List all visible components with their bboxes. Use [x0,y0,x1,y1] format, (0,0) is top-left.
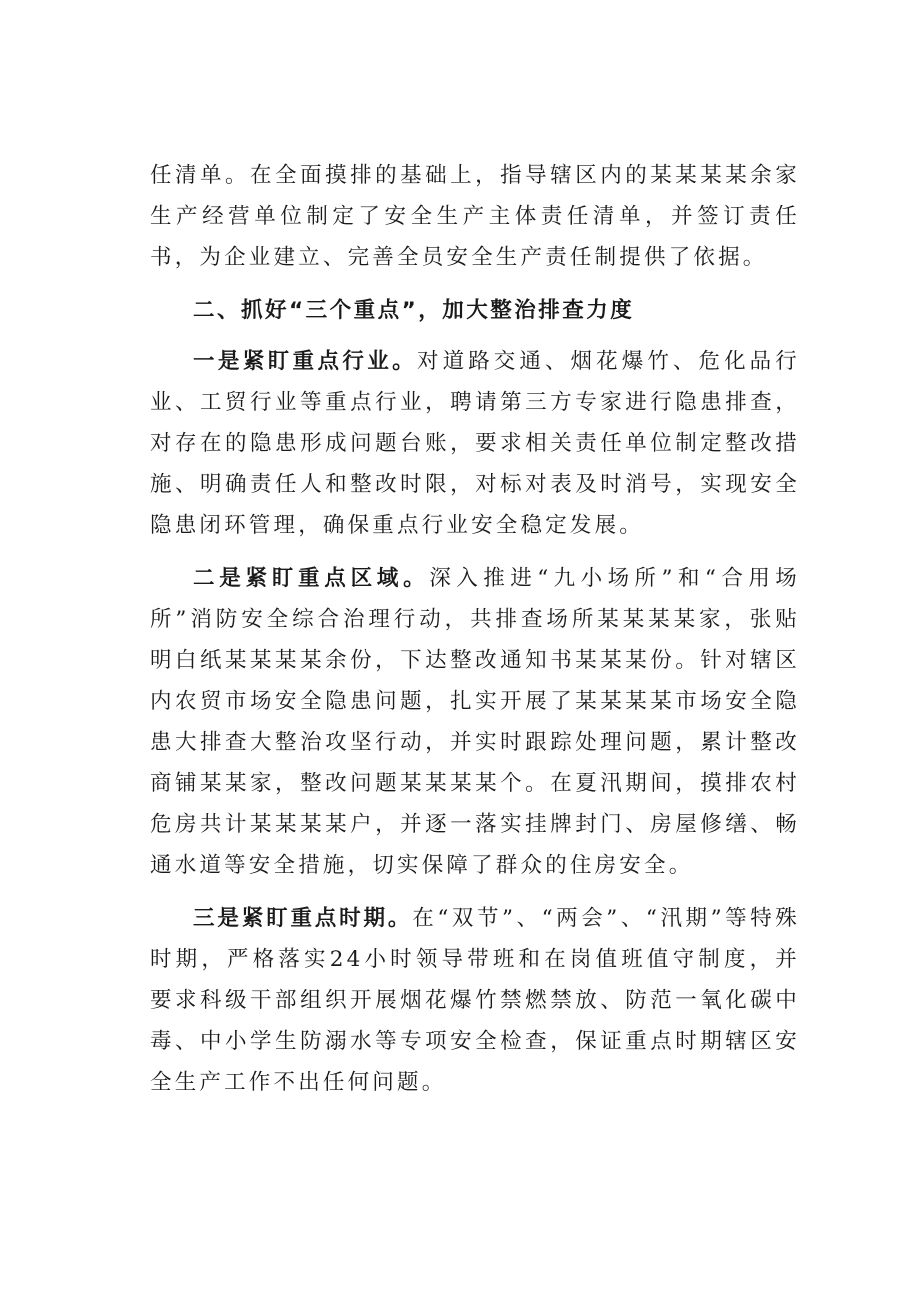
point-paragraph-1 [150,341,800,546]
document-body [150,155,800,1115]
point-paragraph-2 [150,558,800,886]
continuation-paragraph: 任清单。在全面摸排的基础上，指导辖区内的某某某某余家生产经营单位制定了安全生产主体责任清单，并签订责任书，为企业建立、完善全员安全生产责任制提供了依据。 [150,163,800,270]
point-lead-2: 二是紧盯重点区域。 [193,566,430,591]
point-body-2: 深入推进“九小场所”和“合用场所”消防安全综合治理行动，共排查场所某某某某家，张贴明白纸某某某某余份，下达整改通知书某某某份。针对辖区内农贸市场安全隐患问题，扎实开展了某某某某市场安全隐患大排查大整治攻坚行动，并实时跟踪处理问题，累计整改商铺某某家，整改问题某某某某个。在夏汛期间，摸排农村危房共计某某某某户，并逐一落实挂牌封门、房屋修缮、畅通水道等安全措施，切实保障了群众的住房安全。 [150,566,800,878]
point-paragraph-3 [150,898,800,1103]
point-lead-3: 三是紧盯重点时期。 [193,906,413,931]
section-heading: 二、抓好“三个重点”，加大整治排查力度 [193,298,635,323]
point-body-3: 在“双节”、“两会”、“汛期”等特殊时期，严格落实24小时领导带班和在岗值班值守制度，并要求科级干部组织开展烟花爆竹禁燃禁放、防范一氧化碳中毒、中小学生防溺水等专项安全检查，保证重点时期辖区安全生产工作不出任何问题。 [150,906,800,1095]
point-lead-1: 一是紧盯重点行业。 [193,349,418,374]
point-body-1: 对道路交通、烟花爆竹、危化品行业、工贸行业等重点行业，聘请第三方专家进行隐患排查，对存在的隐患形成问题台账，要求相关责任单位制定整改措施、明确责任人和整改时限，对标对表及时消号，实现安全隐患闭环管理，确保重点行业安全稳定发展。 [150,349,800,538]
